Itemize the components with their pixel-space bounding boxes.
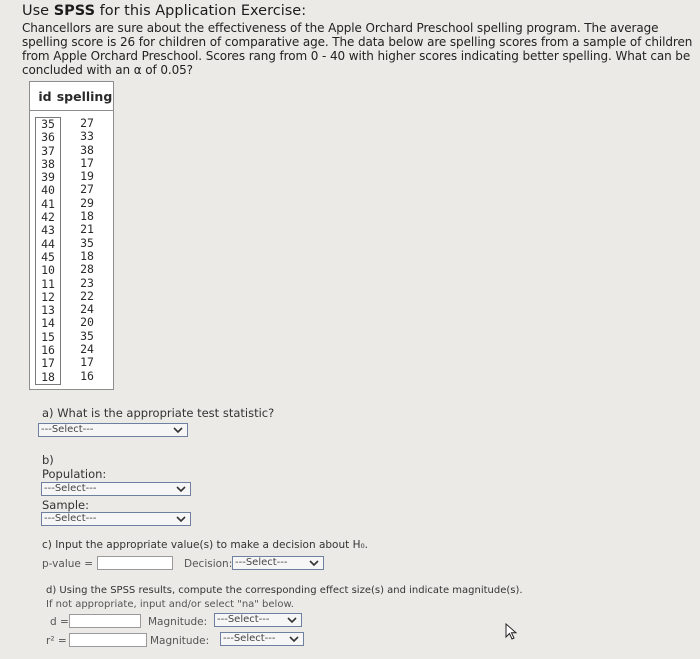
id-cell: 15 bbox=[41, 329, 55, 344]
spelling-cell: 35 bbox=[80, 328, 94, 343]
spelling-cell: 33 bbox=[80, 129, 94, 144]
spelling-cell: 21 bbox=[80, 222, 94, 237]
population-select-value: ---Select--- bbox=[44, 483, 97, 494]
question-d-note: If not appropriate, input and/or select "na" below. bbox=[46, 599, 294, 610]
id-cell: 17 bbox=[41, 356, 55, 371]
r2-magnitude-select-value: ---Select--- bbox=[223, 633, 276, 644]
id-cell: 43 bbox=[41, 223, 55, 238]
title-suffix: for this Application Exercise: bbox=[95, 3, 307, 19]
d-magnitude-select-value: ---Select--- bbox=[217, 614, 270, 625]
spelling-cell: 28 bbox=[80, 262, 94, 277]
sample-select-value: ---Select--- bbox=[44, 513, 97, 524]
r2-magnitude-select[interactable] bbox=[220, 632, 304, 646]
question-b-label: b) bbox=[42, 453, 54, 467]
d-magnitude-label: Magnitude: bbox=[148, 616, 208, 628]
id-cell: 11 bbox=[41, 276, 55, 291]
spelling-cell: 18 bbox=[80, 209, 94, 224]
pvalue-input[interactable] bbox=[97, 556, 173, 570]
id-cell: 14 bbox=[41, 316, 55, 331]
id-cell: 36 bbox=[41, 130, 55, 145]
id-cell: 40 bbox=[41, 183, 55, 198]
spelling-cell: 20 bbox=[80, 315, 94, 330]
spelling-cell: 16 bbox=[80, 368, 94, 383]
chevron-down-icon bbox=[309, 558, 319, 568]
test-statistic-select[interactable] bbox=[38, 423, 188, 437]
test-statistic-select-value: ---Select--- bbox=[41, 424, 94, 435]
id-cell: 45 bbox=[41, 249, 55, 264]
decision-label: Decision: bbox=[184, 558, 233, 570]
population-label: Population: bbox=[42, 467, 107, 481]
d-input[interactable] bbox=[69, 614, 141, 628]
chevron-down-icon bbox=[176, 514, 186, 524]
exercise-header bbox=[22, 4, 698, 77]
chevron-down-icon bbox=[173, 425, 183, 435]
spelling-cell: 35 bbox=[80, 235, 94, 250]
problem-prompt: Chancellors are sure about the effectiveness of the Apple Orchard Preschool spelling program. The average spelling score is 26 for children of comparative age. The data below are spelling scores from a sample of children from Apple Orchard Preschool. Scores rang from 0 - 40 with higher scores indicating better spelling. What can be concluded with an α of 0.05? bbox=[22, 21, 693, 77]
table-body bbox=[30, 111, 113, 389]
chevron-down-icon bbox=[287, 615, 297, 625]
id-cell: 13 bbox=[41, 303, 55, 318]
id-cell: 39 bbox=[41, 170, 55, 185]
table-header bbox=[30, 82, 113, 111]
d-label: d = bbox=[50, 616, 69, 628]
id-cell: 10 bbox=[41, 263, 55, 278]
mouse-pointer-icon bbox=[505, 623, 519, 641]
question-c: c) Input the appropriate value(s) to make a decision about H₀. bbox=[42, 539, 369, 551]
id-column bbox=[35, 117, 61, 385]
header-spelling: spelling bbox=[56, 88, 113, 104]
id-cell: 16 bbox=[41, 343, 55, 358]
question-a: a) What is the appropriate test statistic? bbox=[42, 406, 275, 420]
question-d: d) Using the SPSS results, compute the corresponding effect size(s) and indicate magnitude(s). bbox=[46, 585, 523, 596]
id-cell: 44 bbox=[41, 236, 55, 251]
chevron-down-icon bbox=[289, 634, 299, 644]
spelling-data-table bbox=[29, 81, 114, 390]
spelling-cell: 24 bbox=[80, 302, 94, 317]
d-magnitude-select[interactable] bbox=[214, 613, 302, 627]
page-title bbox=[22, 4, 698, 18]
r2-label: r² = bbox=[46, 635, 67, 647]
spelling-cell: 24 bbox=[80, 342, 94, 357]
id-cell: 41 bbox=[41, 196, 55, 211]
title-prefix: Use bbox=[22, 3, 54, 19]
spelling-cell: 18 bbox=[80, 248, 94, 263]
pvalue-label: p-value = bbox=[42, 558, 93, 570]
spelling-cell: 22 bbox=[80, 288, 94, 303]
spelling-cell: 38 bbox=[80, 142, 94, 157]
header-id: id bbox=[38, 88, 52, 104]
id-cell: 12 bbox=[41, 289, 55, 304]
chevron-down-icon bbox=[176, 484, 186, 494]
decision-select[interactable] bbox=[232, 556, 324, 570]
spelling-cell: 17 bbox=[80, 155, 94, 170]
spelling-cell: 27 bbox=[80, 116, 94, 130]
id-cell: 37 bbox=[41, 143, 55, 158]
id-cell: 42 bbox=[41, 210, 55, 225]
id-cell: 38 bbox=[41, 156, 55, 171]
spelling-cell: 23 bbox=[80, 275, 94, 290]
id-cell: 18 bbox=[41, 369, 55, 384]
r2-input[interactable] bbox=[69, 633, 147, 647]
title-bold: SPSS bbox=[53, 3, 96, 19]
spelling-cell: 27 bbox=[80, 182, 94, 197]
decision-select-value: ---Select--- bbox=[235, 557, 288, 568]
spelling-cell: 29 bbox=[80, 195, 94, 210]
sample-select[interactable] bbox=[41, 512, 191, 526]
r2-magnitude-label: Magnitude: bbox=[150, 635, 210, 647]
sample-label: Sample: bbox=[42, 498, 89, 512]
population-select[interactable] bbox=[41, 482, 191, 496]
id-cell: 35 bbox=[41, 117, 55, 131]
spelling-cell: 19 bbox=[80, 169, 94, 184]
spelling-cell: 17 bbox=[80, 355, 94, 370]
spelling-column bbox=[61, 117, 113, 385]
